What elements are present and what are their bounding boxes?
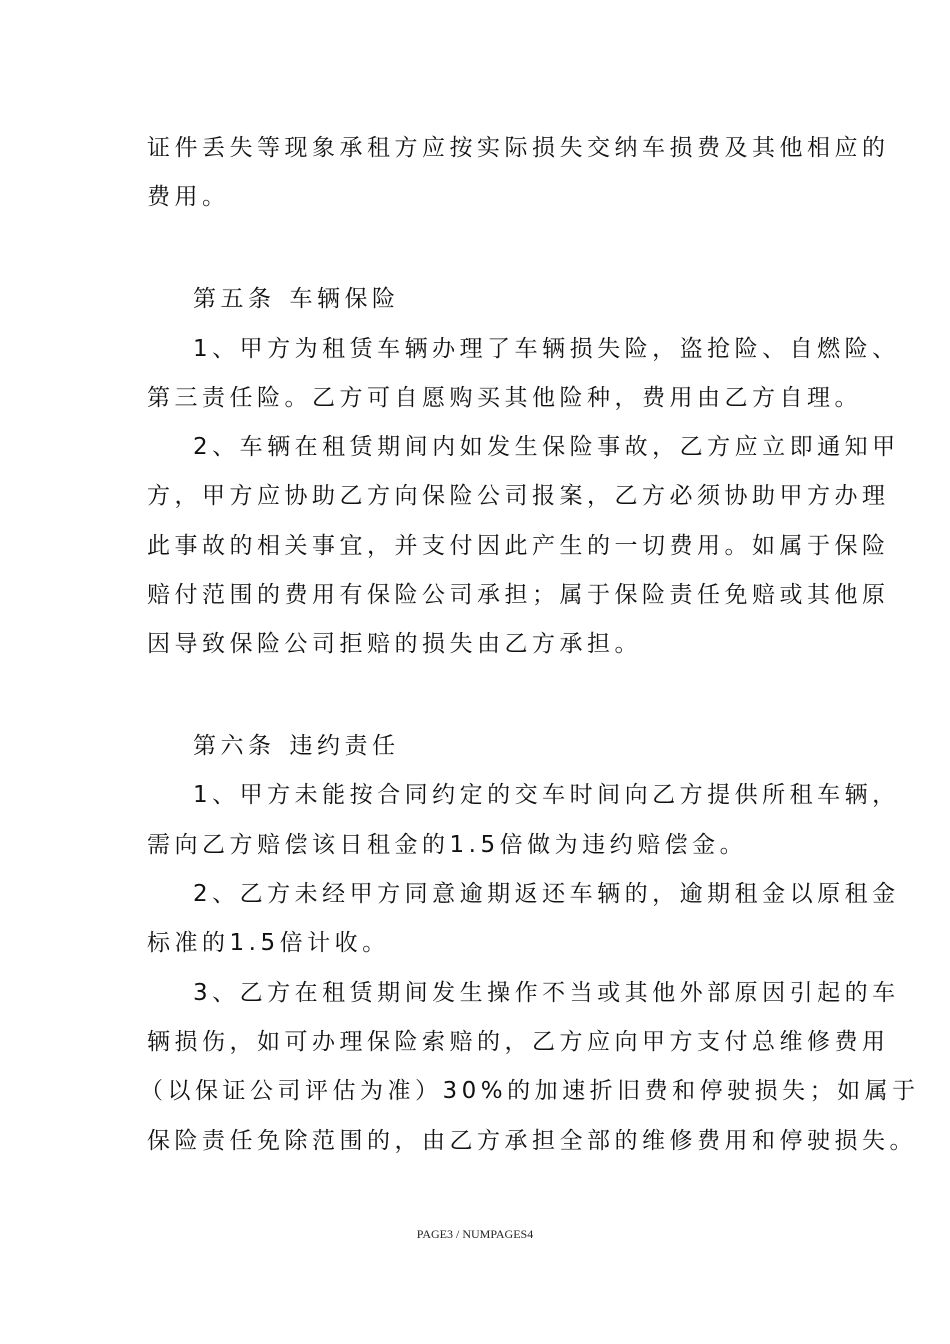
paragraph-line: 费用。 xyxy=(147,184,230,210)
page-number-footer: PAGE3 / NUMPAGES4 xyxy=(416,1227,534,1241)
article-5-item-2-line: 2、车辆在租赁期间内如发生保险事故，乙方应立即通知甲 xyxy=(193,434,900,460)
paragraph-line: 证件丢失等现象承租方应按实际损失交纳车损费及其他相应的 xyxy=(147,135,890,161)
article-5-item-2-line: 因导致保险公司拒赔的损失由乙方承担。 xyxy=(147,631,642,657)
article-6-item-3-line: 3、乙方在租赁期间发生操作不当或其他外部原因引起的车 xyxy=(193,980,900,1006)
article-6-number: 第六条 xyxy=(193,733,276,759)
article-6-item-3-line: （以保证公司评估为准）30%的加速折旧费和停驶损失；如属于 xyxy=(140,1078,920,1104)
article-6-item-1-line: 1、甲方未能按合同约定的交车时间向乙方提供所租车辆， xyxy=(193,782,900,808)
article-6-heading xyxy=(193,731,400,761)
article-6-item-2-line: 2、乙方未经甲方同意逾期返还车辆的，逾期租金以原租金 xyxy=(193,881,900,907)
article-6-title: 违约责任 xyxy=(289,733,400,759)
article-5-heading xyxy=(193,284,400,314)
article-5-item-1-line: 1、甲方为租赁车辆办理了车辆损失险，盗抢险、自燃险、 xyxy=(193,336,900,362)
article-5-item-2-line: 此事故的相关事宜，并支付因此产生的一切费用。如属于保险 xyxy=(147,533,890,559)
article-5-item-1-line: 第三责任险。乙方可自愿购买其他险种，费用由乙方自理。 xyxy=(147,385,862,411)
article-5-item-2-line: 赔付范围的费用有保险公司承担；属于保险责任免赔或其他原 xyxy=(147,582,890,608)
article-5-item-2-line: 方，甲方应协助乙方向保险公司报案，乙方必须协助甲方办理 xyxy=(147,483,890,509)
article-6-item-3-line: 保险责任免除范围的，由乙方承担全部的维修费用和停驶损失。 xyxy=(147,1128,917,1154)
article-6-item-3-line: 辆损伤，如可办理保险索赔的，乙方应向甲方支付总维修费用 xyxy=(147,1029,890,1055)
article-5-title: 车辆保险 xyxy=(289,286,400,312)
article-5-number: 第五条 xyxy=(193,286,276,312)
article-6-item-1-line: 需向乙方赔偿该日租金的1.5倍做为违约赔偿金。 xyxy=(147,832,748,858)
article-6-item-2-line: 标准的1.5倍计收。 xyxy=(147,930,390,956)
